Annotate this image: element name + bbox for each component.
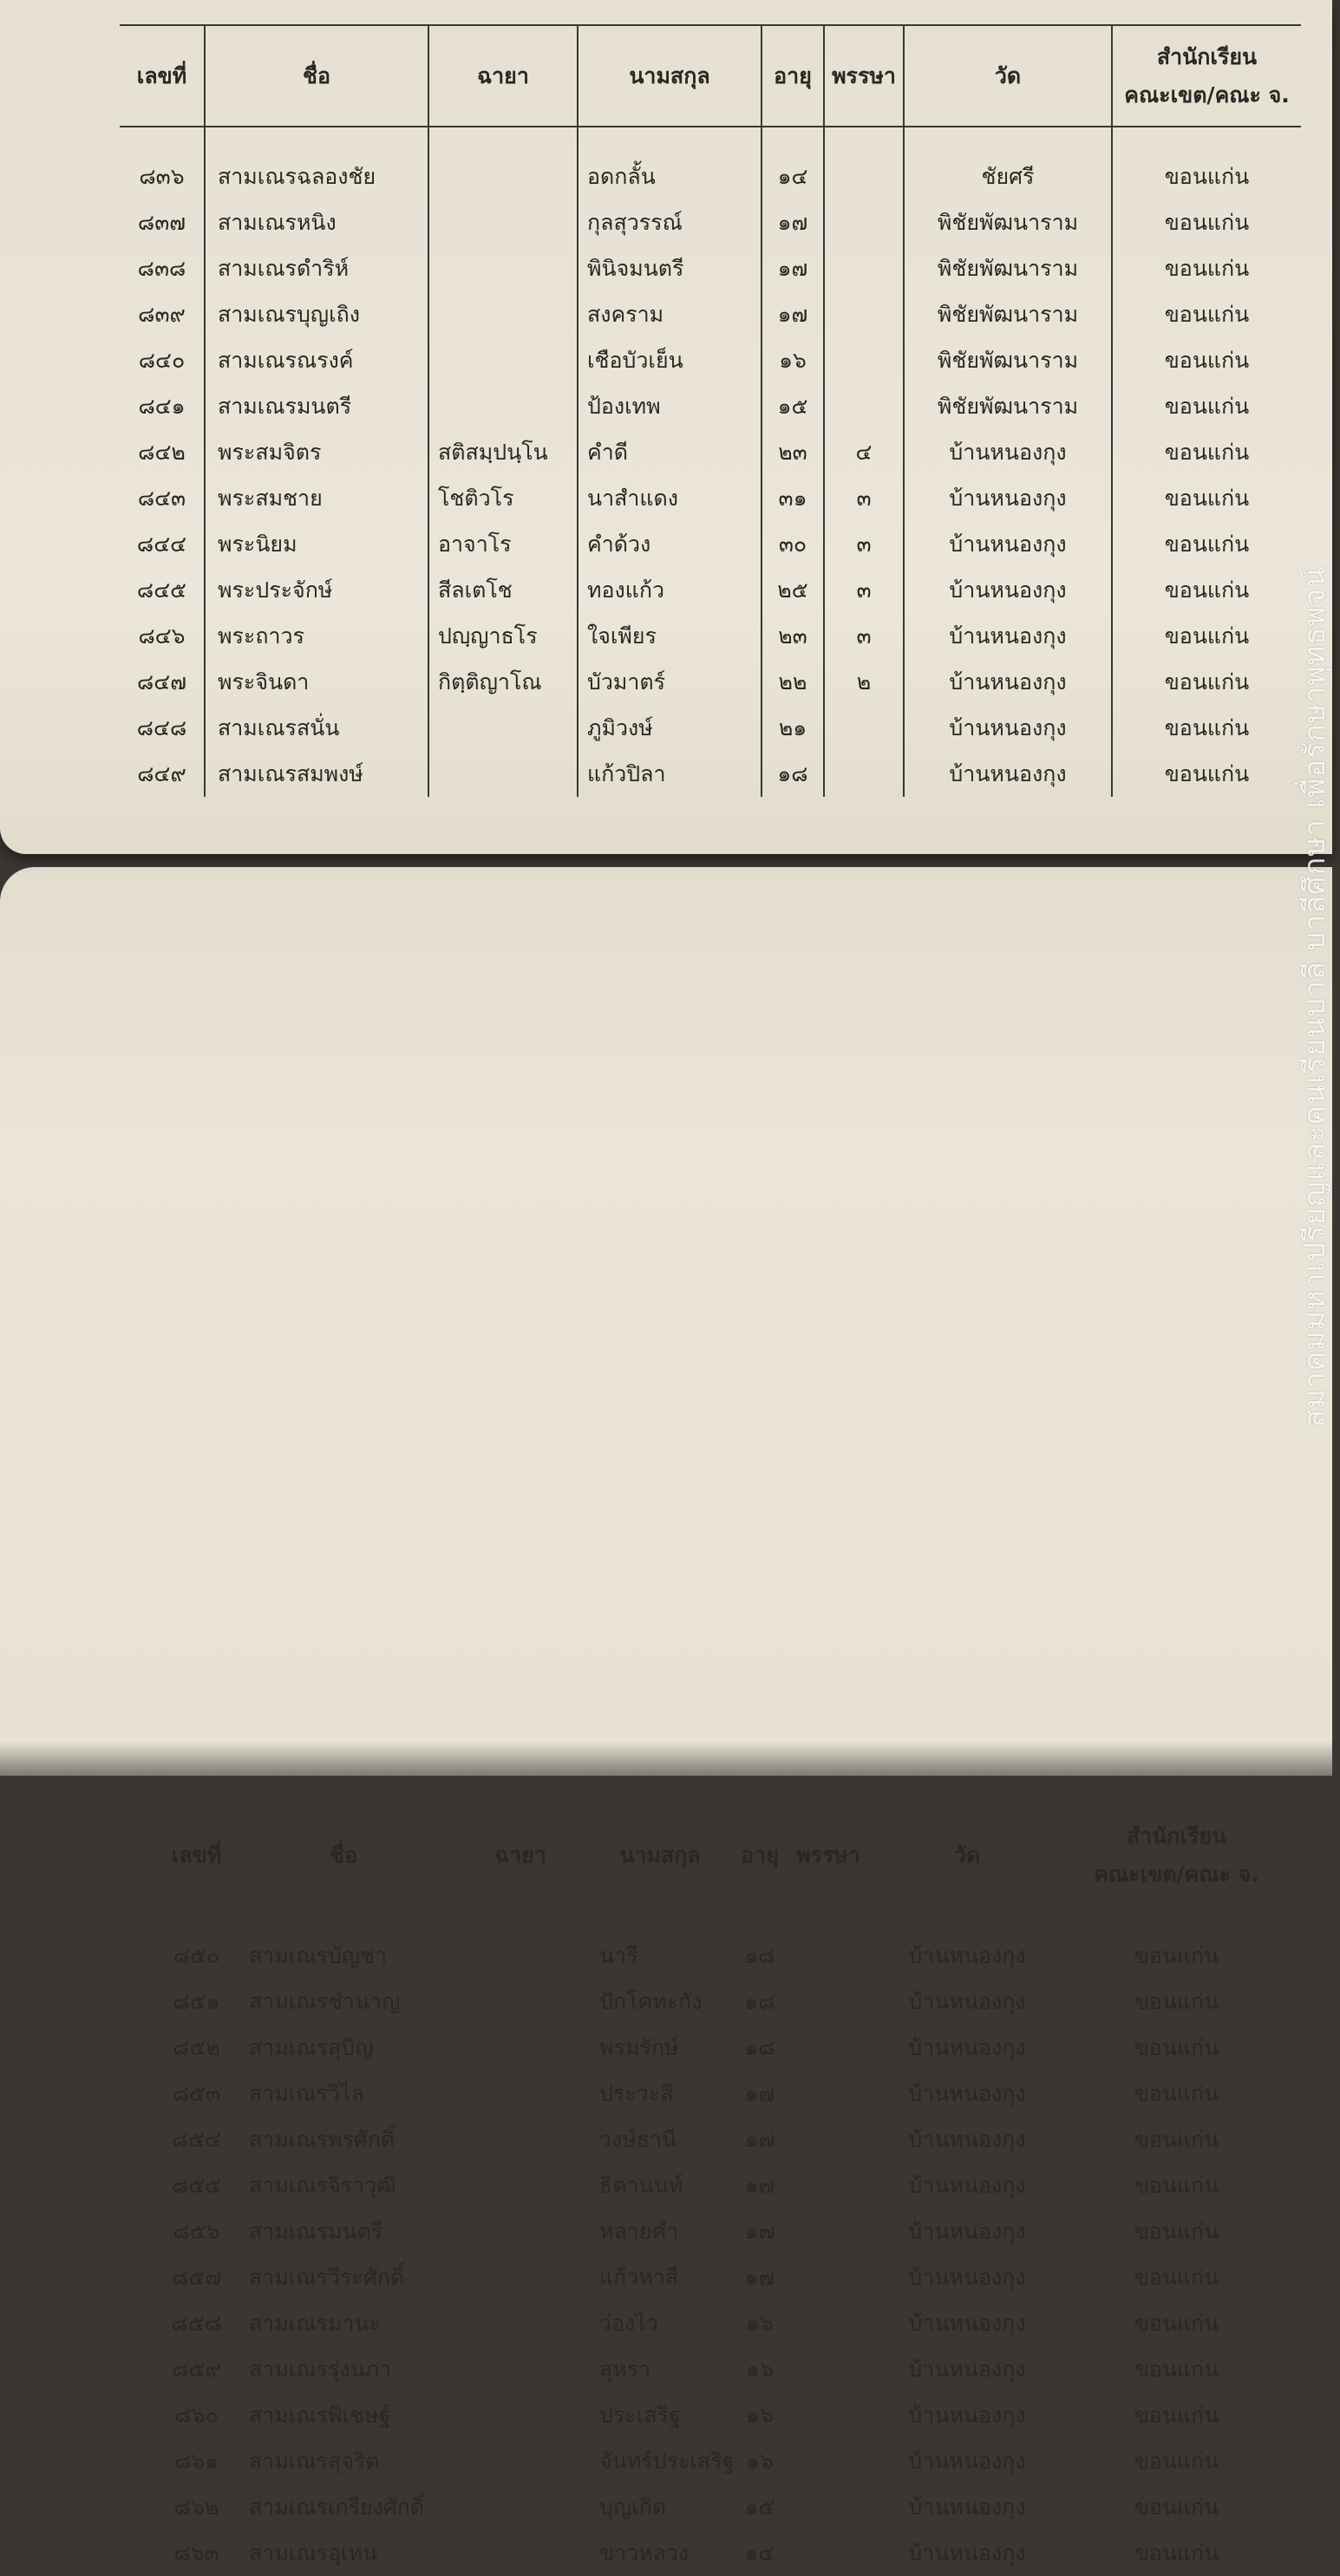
header-name: ชื่อ [236,1804,451,1906]
header-office-line2: คณะเขต/คณะ จ. [1124,82,1290,108]
cell-no: ๘๖๑ [173,2448,219,2474]
cell-no: ๘๕๒ [173,2034,220,2060]
cell-surname: คำดี [578,429,762,475]
cell-age: ๓๑ [762,475,824,521]
cell-office: ขอนแก่น [1112,291,1301,337]
cell-phansa [789,2071,867,2116]
table-row [120,567,1301,613]
cell-chaya [428,383,578,429]
cell-chaya [451,2254,590,2300]
cell-surname: กุลสุวรรณ์ [578,199,762,245]
cell-wat: บ้านหนองกุง [904,613,1112,659]
cell-name: สามเณรเกรียงศักดิ์ [236,2484,451,2530]
cell-office: ขอนแก่น [1067,2162,1285,2208]
cell-office: ขอนแก่น [1112,613,1301,659]
cell-name: สามเณรสุจริต [236,2438,451,2484]
table-bottom [158,1803,1285,2576]
table-row [120,521,1301,567]
header-phansa: พรรษา [789,1804,867,1906]
cell-wat: บ้านหนองกุง [867,1906,1067,1979]
cell-age: ๑๖ [730,2346,789,2392]
table-row [158,2300,1285,2346]
cell-wat: พิชัยพัฒนาราม [904,291,1112,337]
cell-phansa [789,1906,867,1979]
cell-age: ๒๓ [762,613,824,659]
cell-no: ๘๕๗ [171,2264,221,2290]
cell-chaya [451,2484,590,2530]
cell-no: ๘๓๖ [139,163,185,189]
cell-office: ขอนแก่น [1112,567,1301,613]
cell-no: ๘๔๘ [136,714,187,740]
cell-wat: บ้านหนองกุง [867,2438,1067,2484]
cell-surname: จันทร์ประเสริฐ [590,2438,730,2484]
cell-age: ๒๕ [762,567,824,613]
cell-name: สามเณรวิไล [236,2071,451,2116]
cell-age: ๒๒ [762,659,824,705]
cell-surname: นารี [590,1906,730,1979]
cell-chaya [451,2438,590,2484]
page-bottom [0,867,1332,2566]
cell-no: ๘๕๑ [173,1988,220,2014]
cell-no: ๘๕๘ [171,2310,222,2336]
cell-surname: ป้องเทพ [578,383,762,429]
header-wat: วัด [904,25,1112,127]
cell-phansa [789,2025,867,2071]
cell-chaya [451,2392,590,2438]
cell-chaya: กิตฺติญาโณ [428,659,578,705]
cell-chaya [428,245,578,291]
cell-surname: แก้วปิลา [578,751,762,797]
header-surname: นามสกุล [590,1804,730,1906]
cell-chaya [428,705,578,751]
header-age: อายุ [730,1804,789,1906]
cell-name: สามเณรอุเทน [236,2530,451,2576]
table-row [120,291,1301,337]
cell-wat: พิชัยพัฒนาราม [904,199,1112,245]
header-office-line1: สำนักเรียน [1126,1823,1227,1849]
cell-phansa [824,383,904,429]
cell-office: ขอนแก่น [1112,199,1301,245]
cell-wat: บ้านหนองกุง [904,521,1112,567]
cell-wat: บ้านหนองกุง [904,705,1112,751]
cell-age: ๑๗ [730,2254,789,2300]
cell-name: สามเณรมนตรี [236,2208,451,2254]
cell-no: ๘๔๕ [136,577,187,603]
cell-wat: บ้านหนองกุง [867,2530,1067,2576]
cell-name: สามเณรวีระศักดิ์ [236,2254,451,2300]
table-row [158,2484,1285,2530]
cell-office: ขอนแก่น [1112,475,1301,521]
cell-surname: สุหรา [590,2346,730,2392]
table-row [158,2071,1285,2116]
header-wat: วัด [867,1804,1067,1906]
table-row [158,1979,1285,2025]
cell-office: ขอนแก่น [1067,2025,1285,2071]
cell-no: ๘๕๙ [172,2356,221,2382]
cell-age: ๑๗ [730,2116,789,2162]
cell-no: ๘๕๐ [173,1942,220,1968]
cell-office: ขอนแก่น [1112,245,1301,291]
cell-surname: ทองแก้ว [578,567,762,613]
header-chaya: ฉายา [428,25,578,127]
table-row [120,751,1301,797]
cell-surname: ประเสริฐ [590,2392,730,2438]
cell-wat: บ้านหนองกุง [867,2346,1067,2392]
cell-name: พระสมจิตร [205,429,428,475]
cell-wat: บ้านหนองกุง [904,475,1112,521]
cell-surname: นาสำแดง [578,475,762,521]
cell-name: สามเณรชำนาญ [236,1979,451,2025]
page-top [0,0,1332,854]
table-row [120,429,1301,475]
cell-no: ๘๔๙ [137,760,186,786]
cell-wat: บ้านหนองกุง [904,751,1112,797]
cell-office: ขอนแก่น [1112,751,1301,797]
cell-name: พระจินดา [205,659,428,705]
cell-age: ๑๖ [730,2300,789,2346]
cell-no: ๘๔๗ [136,668,186,695]
cell-age: ๑๔ [762,127,824,199]
cell-office: ขอนแก่น [1067,1979,1285,2025]
cell-office: ขอนแก่น [1067,2071,1285,2116]
header-office [1112,25,1301,127]
page-edge-shadow [0,1741,1332,1776]
cell-no: ๘๕๔ [171,2126,222,2152]
cell-phansa [824,291,904,337]
cell-age: ๑๗ [730,2162,789,2208]
cell-age: ๓๐ [762,521,824,567]
cell-no: ๘๔๓ [137,485,186,511]
table-row [158,2162,1285,2208]
cell-surname: พินิจมนตรี [578,245,762,291]
cell-age: ๑๕ [730,2484,789,2530]
cell-office: ขอนแก่น [1067,2392,1285,2438]
cell-name: สามเณรสนั่น [205,705,428,751]
table-header-row [158,1804,1285,1906]
cell-age: ๑๖ [730,2392,789,2438]
header-office-line2: คณะเขต/คณะ จ. [1094,1861,1259,1887]
cell-phansa: ๓ [824,567,904,613]
cell-surname: เชือบัวเย็น [578,337,762,383]
table-row [158,2392,1285,2438]
cell-surname: คำด้วง [578,521,762,567]
cell-office: ขอนแก่น [1067,2300,1285,2346]
cell-chaya: สติสมฺปนฺโน [428,429,578,475]
cell-surname: ภูมิวงษ์ [578,705,762,751]
cell-chaya [428,291,578,337]
header-no: เลขที่ [120,25,205,127]
cell-wat: พิชัยพัฒนาราม [904,245,1112,291]
cell-chaya [428,337,578,383]
cell-chaya: ปญฺญาธโร [428,613,578,659]
cell-no: ๘๖๒ [173,2494,219,2520]
cell-phansa: ๔ [824,429,904,475]
table-row [158,2025,1285,2071]
cell-no: ๘๔๐ [138,347,186,373]
cell-office: ขอนแก่น [1112,705,1301,751]
cell-name: สามเณรบุญเถิง [205,291,428,337]
table-row [158,2254,1285,2300]
cell-no: ๘๕๓ [172,2080,221,2106]
cell-phansa [789,2484,867,2530]
cell-wat: ชัยศรี [904,127,1112,199]
cell-age: ๑๕ [762,383,824,429]
table-body-top [120,127,1301,797]
header-no: เลขที่ [158,1804,236,1906]
cell-no: ๘๖๐ [174,2402,219,2428]
cell-surname: ธิตานนท์ [590,2162,730,2208]
cell-wat: บ้านหนองกุง [867,1979,1067,2025]
cell-name: สามเณรฉลองชัย [205,127,428,199]
cell-phansa [824,245,904,291]
cell-phansa [824,127,904,199]
table-row [120,127,1301,199]
cell-name: พระถาวร [205,613,428,659]
table-row [120,199,1301,245]
cell-surname: แก้วหาสี [590,2254,730,2300]
cell-phansa [824,705,904,751]
table-row [158,2530,1285,2576]
cell-wat: บ้านหนองกุง [867,2162,1067,2208]
cell-surname: ขาวหลวง [590,2530,730,2576]
cell-phansa [824,199,904,245]
table-row [120,245,1301,291]
cell-wat: บ้านหนองกุง [867,2300,1067,2346]
table-row [158,2438,1285,2484]
cell-phansa [824,337,904,383]
cell-age: ๑๖ [730,2438,789,2484]
cell-chaya [451,2116,590,2162]
cell-phansa: ๓ [824,475,904,521]
cell-chaya [451,1906,590,1979]
cell-phansa: ๓ [824,613,904,659]
cell-wat: บ้านหนองกุง [867,2116,1067,2162]
cell-wat: บ้านหนองกุง [867,2025,1067,2071]
header-name: ชื่อ [205,25,428,127]
cell-phansa [789,2208,867,2254]
cell-office: ขอนแก่น [1112,127,1301,199]
cell-wat: บ้านหนองกุง [867,2392,1067,2438]
cell-surname: บัวมาตร์ [578,659,762,705]
table-top [120,24,1301,797]
cell-age: ๑๖ [762,337,824,383]
cell-chaya [428,127,578,199]
cell-no: ๘๖๓ [173,2540,219,2566]
cell-name: สามเณรบัญชา [236,1906,451,1979]
cell-name: สามเณรสุบิญ [236,2025,451,2071]
cell-chaya [451,2530,590,2576]
cell-name: สามเณรพิเชษฐ์ [236,2392,451,2438]
cell-age: ๑๗ [762,291,824,337]
cell-phansa [789,2530,867,2576]
cell-name: สามเณรมานะ [236,2300,451,2346]
cell-no: ๘๔๒ [138,439,186,465]
table-row [120,613,1301,659]
cell-surname: สงคราม [578,291,762,337]
header-age: อายุ [762,25,824,127]
table-row [158,1906,1285,1979]
table-row [120,337,1301,383]
cell-no: ๘๕๕ [171,2172,222,2198]
watermark-text: สมาคมมหาเปรียญและคนเรียนบาลี บาลีศึกษา เพื่อรักษาพุทธพจน์ [1298,566,1332,1428]
cell-chaya: โชติวโร [428,475,578,521]
cell-office: ขอนแก่น [1067,2208,1285,2254]
cell-chaya [451,2346,590,2392]
cell-office: ขอนแก่น [1067,2254,1285,2300]
cell-wat: พิชัยพัฒนาราม [904,337,1112,383]
cell-phansa [824,751,904,797]
cell-office: ขอนแก่น [1067,2530,1285,2576]
cell-phansa [789,1979,867,2025]
cell-chaya [451,2208,590,2254]
cell-office: ขอนแก่น [1112,337,1301,383]
cell-age: ๑๘ [730,1979,789,2025]
cell-name: สามเณรมนตรี [205,383,428,429]
cell-chaya [451,2300,590,2346]
cell-chaya: สีลเตโช [428,567,578,613]
table-row [158,2116,1285,2162]
cell-office: ขอนแก่น [1112,659,1301,705]
table-row [120,383,1301,429]
table-body-bottom [158,1906,1285,2576]
header-office [1067,1804,1285,1906]
cell-office: ขอนแก่น [1067,2484,1285,2530]
cell-surname: พรมรักษ์ [590,2025,730,2071]
cell-no: ๘๔๑ [138,393,186,419]
table-row [158,2346,1285,2392]
cell-phansa [789,2392,867,2438]
cell-office: ขอนแก่น [1067,2116,1285,2162]
cell-surname: ปักโคทะกัง [590,1979,730,2025]
cell-name: สามเณรดำริห์ [205,245,428,291]
cell-age: ๑๔ [730,2530,789,2576]
cell-age: ๑๘ [730,1906,789,1979]
cell-no: ๘๔๖ [138,623,186,649]
cell-no: ๘๕๖ [173,2218,220,2244]
cell-office: ขอนแก่น [1112,383,1301,429]
cell-surname: บุญเกิด [590,2484,730,2530]
header-chaya: ฉายา [451,1804,590,1906]
cell-wat: บ้านหนองกุง [867,2208,1067,2254]
header-office-line1: สำนักเรียน [1156,43,1258,69]
cell-phansa [789,2438,867,2484]
cell-office: ขอนแก่น [1112,521,1301,567]
cell-name: สามเณรรุ่งนภา [236,2346,451,2392]
cell-surname: อดกลั้น [578,127,762,199]
cell-no: ๘๓๘ [137,255,186,281]
cell-wat: บ้านหนองกุง [904,429,1112,475]
cell-name: พระประจักษ์ [205,567,428,613]
table-row [120,659,1301,705]
cell-name: สามเณรณรงค์ [205,337,428,383]
cell-chaya [451,2162,590,2208]
table-row [120,705,1301,751]
cell-phansa: ๒ [824,659,904,705]
cell-phansa [789,2346,867,2392]
cell-office: ขอนแก่น [1067,2346,1285,2392]
cell-phansa [789,2162,867,2208]
cell-age: ๑๗ [762,245,824,291]
cell-wat: บ้านหนองกุง [867,2071,1067,2116]
cell-name: สามเณรสมพงษ์ [205,751,428,797]
cell-chaya [451,2071,590,2116]
cell-chaya [428,751,578,797]
cell-phansa [789,2300,867,2346]
cell-age: ๒๓ [762,429,824,475]
cell-wat: บ้านหนองกุง [867,2484,1067,2530]
cell-wat: พิชัยพัฒนาราม [904,383,1112,429]
cell-name: สามเณรหนิง [205,199,428,245]
cell-chaya: อาจาโร [428,521,578,567]
cell-wat: บ้านหนองกุง [904,659,1112,705]
cell-phansa: ๓ [824,521,904,567]
cell-surname: ใจเพียร [578,613,762,659]
cell-chaya [428,199,578,245]
cell-name: พระนิยม [205,521,428,567]
cell-office: ขอนแก่น [1067,2438,1285,2484]
cell-chaya [451,1979,590,2025]
cell-surname: หลายคำ [590,2208,730,2254]
cell-wat: บ้านหนองกุง [867,2254,1067,2300]
header-phansa: พรรษา [824,25,904,127]
cell-phansa [789,2254,867,2300]
cell-surname: ว่องไว [590,2300,730,2346]
cell-age: ๑๘ [762,751,824,797]
cell-chaya [451,2025,590,2071]
table-row [158,2208,1285,2254]
cell-office: ขอนแก่น [1067,1906,1285,1979]
cell-name: สามเณรพรศักดิ์ [236,2116,451,2162]
cell-name: พระสมชาย [205,475,428,521]
cell-no: ๘๓๙ [138,301,186,327]
cell-no: ๘๔๔ [136,531,187,557]
cell-age: ๑๘ [730,2025,789,2071]
cell-office: ขอนแก่น [1112,429,1301,475]
cell-surname: ประวะสี [590,2071,730,2116]
table-header-row [120,25,1301,127]
cell-wat: บ้านหนองกุง [904,567,1112,613]
cell-age: ๒๑ [762,705,824,751]
cell-age: ๑๗ [762,199,824,245]
cell-age: ๑๗ [730,2208,789,2254]
cell-age: ๑๗ [730,2071,789,2116]
cell-surname: วงษ์ธานี [590,2116,730,2162]
cell-no: ๘๓๗ [137,209,186,235]
header-surname: นามสกุล [578,25,762,127]
cell-name: สามเณรจิราวุฒิ [236,2162,451,2208]
table-row [120,475,1301,521]
cell-phansa [789,2116,867,2162]
